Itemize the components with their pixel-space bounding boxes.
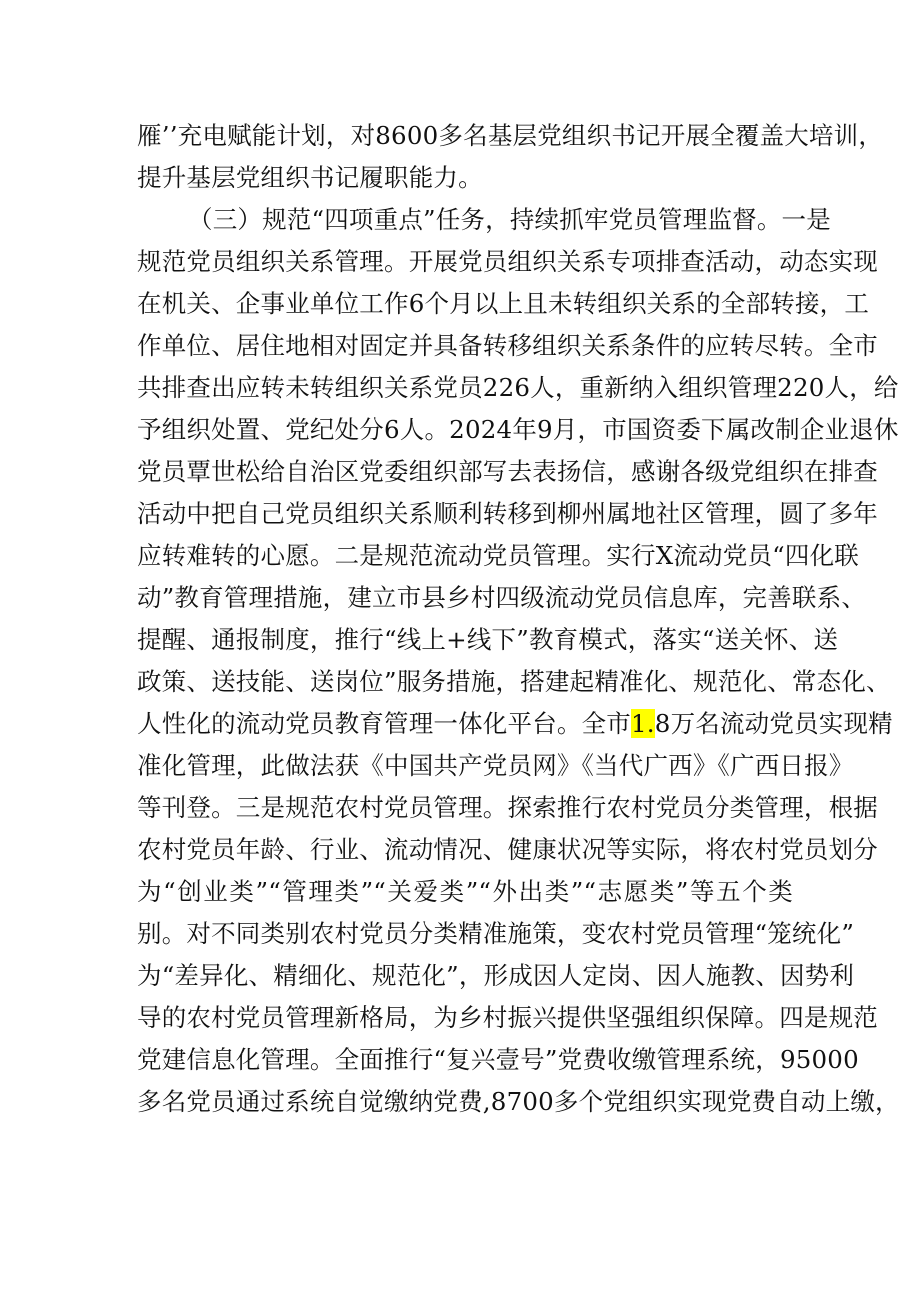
text-line-with-highlight [137, 704, 893, 744]
text-line: 提醒、通报制度，推行“线上+线下”教育模式，落实“送关怀、送 [137, 625, 839, 654]
text-line: 提升基层党组织书记履职能力。 [137, 163, 483, 192]
text-line: 作单位、居住地相对固定并具备转移组织关系条件的应转尽转。全市 [137, 331, 878, 360]
text-segment: 8万名流动党员实现精 [654, 709, 893, 738]
text-line: 多名党员通过系统自觉缴纳党费,8700多个党组织实现党费自动上缴， [137, 1087, 900, 1116]
text-line: 动”教育管理措施，建立市县乡村四级流动党员信息库，完善联系、 [137, 583, 867, 612]
text-line: 共排查出应转未转组织关系党员226人，重新纳入组织管理220人，给 [137, 373, 899, 402]
text-line: 活动中把自己党员组织关系顺利转移到柳州属地社区管理，圆了多年 [137, 499, 878, 528]
text-line: 政策、送技能、送岗位”服务措施，搭建起精准化、规范化、常态化、 [137, 667, 891, 696]
text-segment: 人性化的流动党员教育管理一体化平台。全市 [137, 709, 631, 738]
text-line: 在机关、企事业单位工作6个月以上且未转组织关系的全部转接，工 [137, 289, 870, 318]
text-line: 应转难转的心愿。二是规范流动党员管理。实行X流动党员“四化联 [137, 541, 859, 570]
text-line: 农村党员年龄、行业、流动情况、健康状况等实际，将农村党员划分 [137, 835, 878, 864]
text-line: 党员覃世松给自治区党委组织部写去表扬信，感谢各级党组织在排查 [137, 457, 878, 486]
text-line: 党建信息化管理。全面推行“复兴壹号”党费收缴管理系统，95000 [137, 1045, 859, 1074]
text-line: 准化管理，此做法获《中国共产党员网》《当代广西》《广西日报》 [137, 751, 854, 780]
text-line: 规范党员组织关系管理。开展党员组织关系专项排查活动，动态实现 [137, 247, 878, 276]
text-line: 等刊登。三是规范农村党员管理。探索推行农村党员分类管理，根据 [137, 793, 878, 822]
text-line: 导的农村党员管理新格局，为乡村振兴提供坚强组织保障。四是规范 [137, 1003, 878, 1032]
text-line: 为“创业类”“管理类”“关爱类”“外出类”“志愿类”等五个类 [137, 877, 793, 906]
text-line: 予组织处置、党纪处分6人。2024年9月，市国资委下属改制企业退休 [137, 415, 899, 444]
text-line: 雁’’充电赋能计划，对8600多名基层党组织书记开展全覆盖大培训， [137, 121, 884, 150]
text-line: 别。对不同类别农村党员分类精准施策，变农村党员管理“笼统化” [137, 919, 855, 948]
highlighted-text: 1. [631, 709, 655, 738]
section-heading-line: （三）规范“四项重点”任务，持续抓牢党员管理监督。一是 [188, 205, 831, 234]
text-line: 为“差异化、精细化、规范化”，形成因人定岗、因人施教、因势利 [137, 961, 855, 990]
